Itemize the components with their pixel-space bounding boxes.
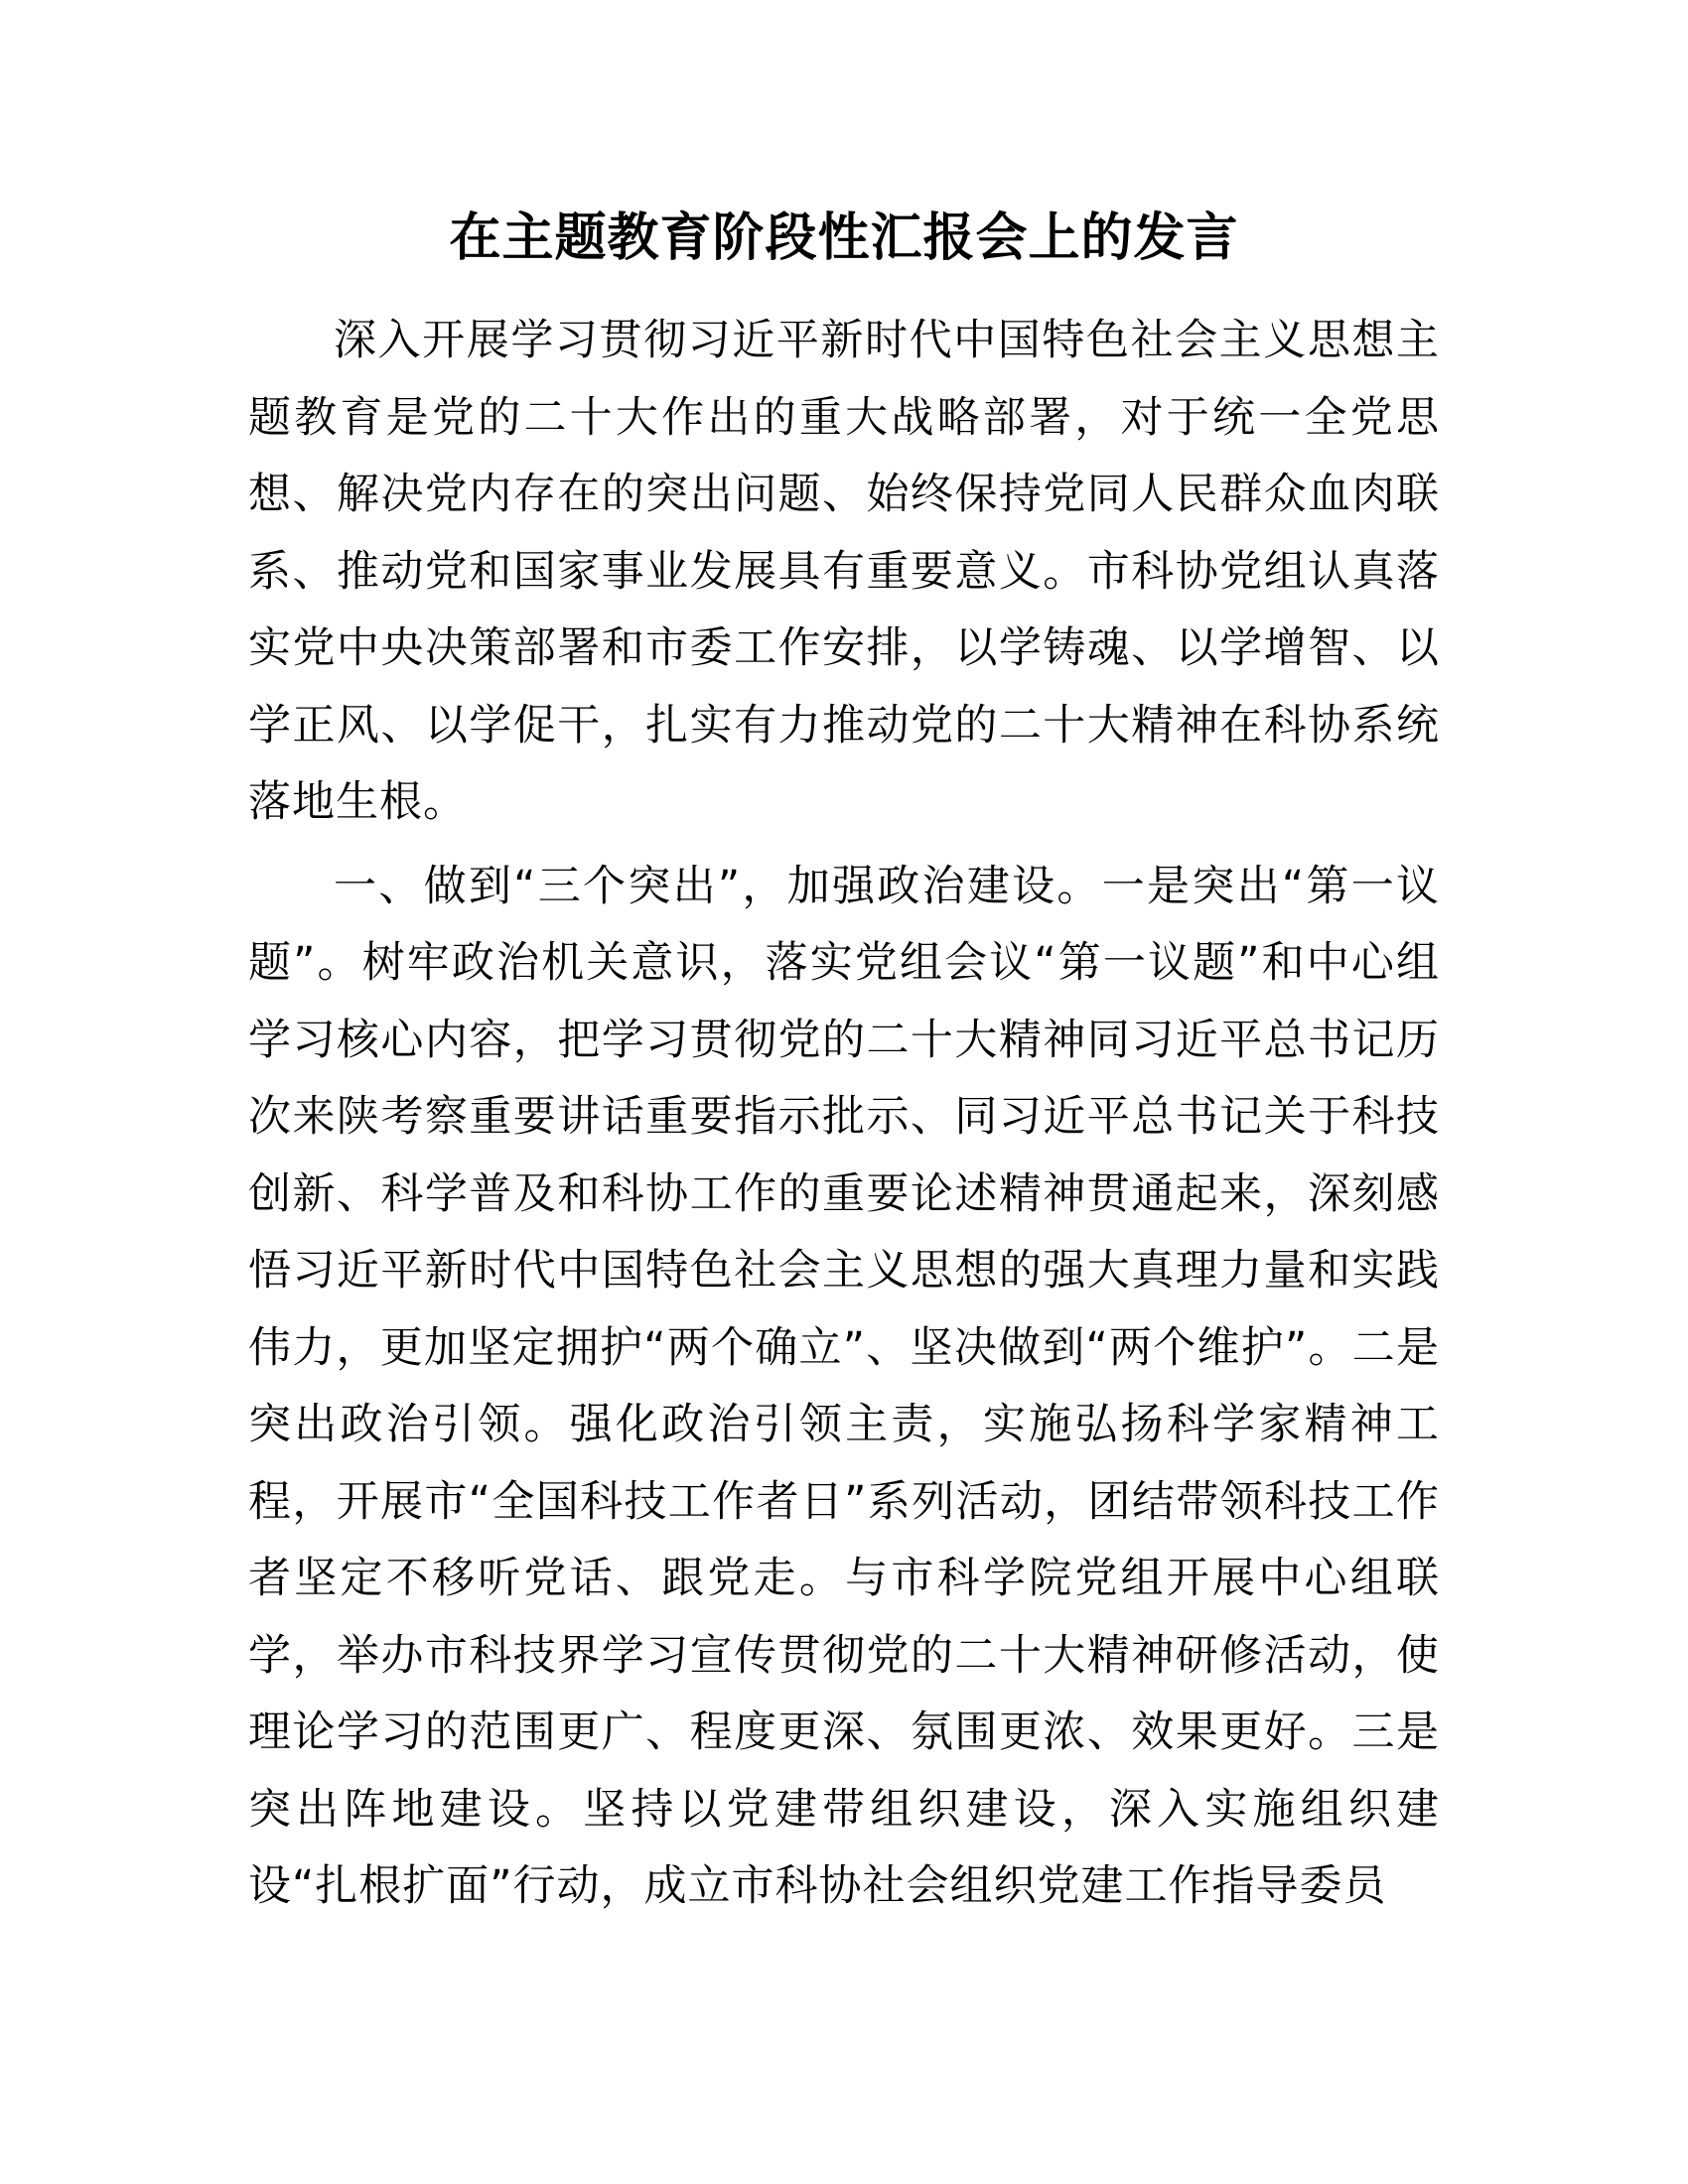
paragraph-section-one: 一、做到“三个突出”，加强政治建设。一是突出“第一议题”。树牢政治机关意识，落实党组会议“第一议题”和中心组学习核心内容，把学习贯彻党的二十大精神同习近平总书记历次来陕考察重要讲话重要指示批示、同习近平总书记关于科技创新、科学普及和科协工作的重要论述精神贯通起来，深刻感悟习近平新时代中国特色社会主义思想的强大真理力量和实践伟力，更加坚定拥护“两个确立”、坚决做到“两个维护”。二是突出政治引领。强化政治引领主责，实施弘扬科学家精神工程，开展市“全国科技工作者日”系列活动，团结带领科技工作者坚定不移听党话、跟党走。与市科学院党组开展中心组联学，举办市科技界学习宣传贯彻党的二十大精神研修活动，使理论学习的范围更广、程度更深、氛围更浓、效果更好。三是突出阵地建设。坚持以党建带组织建设，深入实施组织建设“扎根扩面”行动，成立市科协社会组织党建工作指导委员 <box>248 861 1440 1911</box>
document-title: 在主题教育阶段性汇报会上的发言 <box>449 208 1239 268</box>
document-body <box>248 303 1440 1926</box>
paragraph-intro: 深入开展学习贯彻习近平新时代中国特色社会主义思想主题教育是党的二十大作出的重大战略部署，对于统一全党思想、解决党内存在的突出问题、始终保持党同人民群众血肉联系、推动党和国家事业发展具有重要意义。市科协党组认真落实党中央决策部署和市委工作安排，以学铸魂、以学增智、以学正风、以学促干，扎实有力推动党的二十大精神在科协系统落地生根。 <box>248 316 1440 827</box>
